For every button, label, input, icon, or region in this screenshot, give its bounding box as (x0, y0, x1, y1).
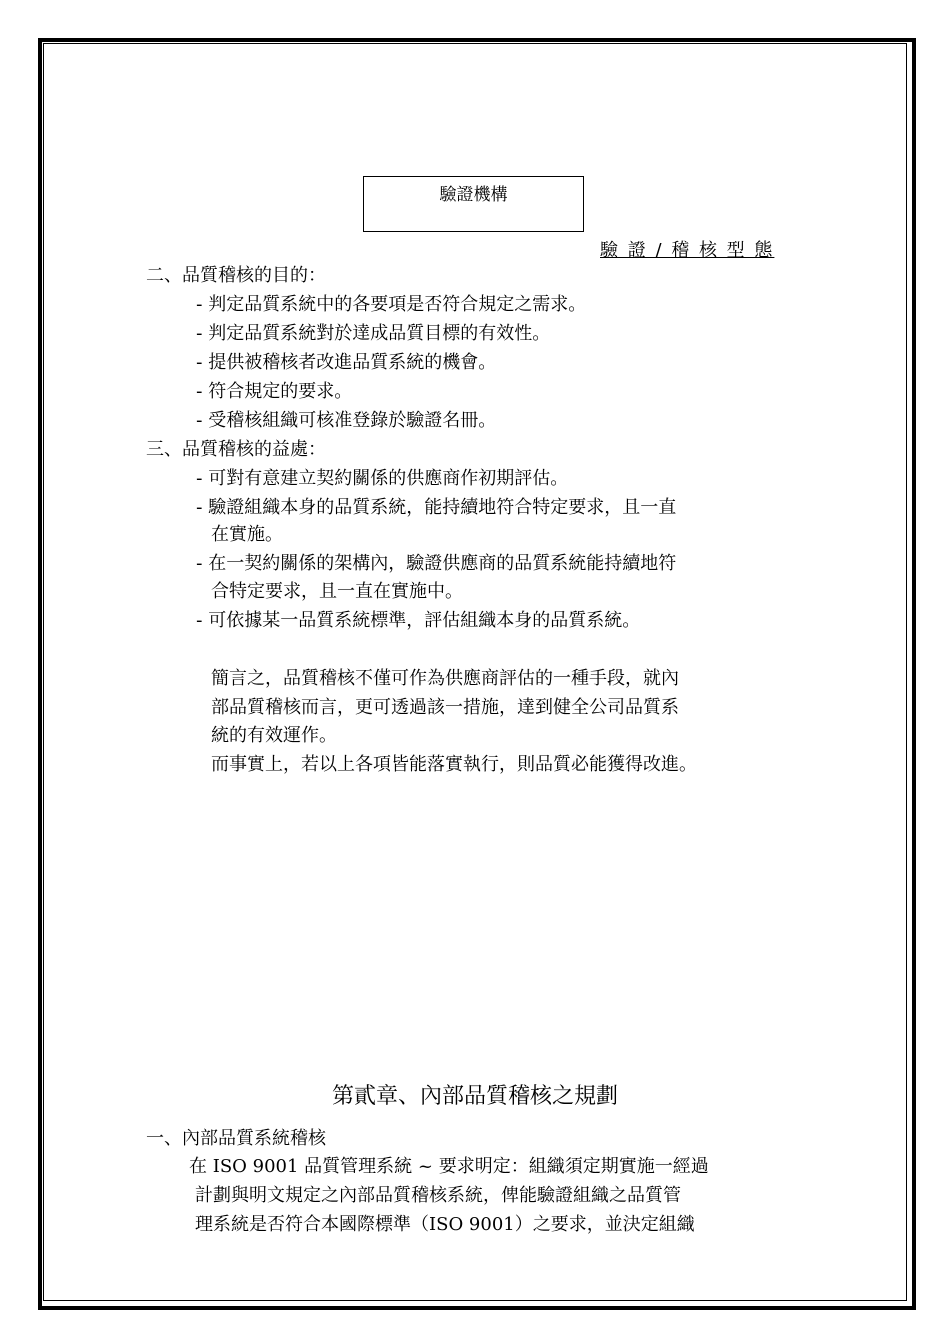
section2-heading: 二、品質稽核的目的： (146, 265, 326, 286)
list-item: - 判定品質系統中的各要項是否符合規定之需求。 (196, 294, 587, 315)
audit-type-label: 驗 證 / 稽 核 型 態 (600, 240, 775, 261)
list-item: - 受稽核組織可核准登錄於驗證名冊。 (196, 410, 497, 431)
paragraph-line: 在 ISO 9001 品質管理系統 ~ 要求明定：組織須定期實施一經過 (189, 1156, 709, 1177)
list-item: - 符合規定的要求。 (196, 381, 353, 402)
section3-heading: 三、品質稽核的益處： (146, 439, 326, 460)
paragraph-line: 計劃與明文規定之內部品質稽核系統，俾能驗證組織之品質管 (195, 1185, 681, 1206)
list-item: - 可依據某一品質系統標準，評估組織本身的品質系統。 (196, 610, 641, 631)
box-title: 驗證機構 (439, 185, 508, 205)
list-item: - 驗證組織本身的品質系統，能持續地符合特定要求，且一直 (196, 497, 677, 518)
summary-line: 而事實上，若以上各項皆能落實執行，則品質必能獲得改進。 (211, 754, 697, 775)
section1-heading: 一、內部品質系統稽核 (146, 1128, 326, 1149)
summary-line: 統的有效運作。 (211, 725, 337, 746)
list-item: - 提供被稽核者改進品質系統的機會。 (196, 352, 497, 373)
summary-line: 簡言之，品質稽核不僅可作為供應商評估的一種手段，就內 (211, 668, 679, 689)
list-item-continuation: 在實施。 (211, 524, 283, 545)
list-item: - 在一契約關係的架構內，驗證供應商的品質系統能持續地符 (196, 553, 677, 574)
list-item: - 判定品質系統對於達成品質目標的有效性。 (196, 323, 551, 344)
summary-line: 部品質稽核而言，更可透過該一措施，達到健全公司品質系 (211, 697, 679, 718)
certification-body-box (363, 176, 584, 232)
paragraph-line: 理系統是否符合本國際標準（ISO 9001）之要求，並決定組織 (195, 1214, 695, 1235)
list-item-continuation: 合特定要求，且一直在實施中。 (211, 581, 463, 602)
chapter-title: 第貳章、內部品質稽核之規劃 (331, 1084, 618, 1109)
list-item: - 可對有意建立契約關係的供應商作初期評估。 (196, 468, 569, 489)
